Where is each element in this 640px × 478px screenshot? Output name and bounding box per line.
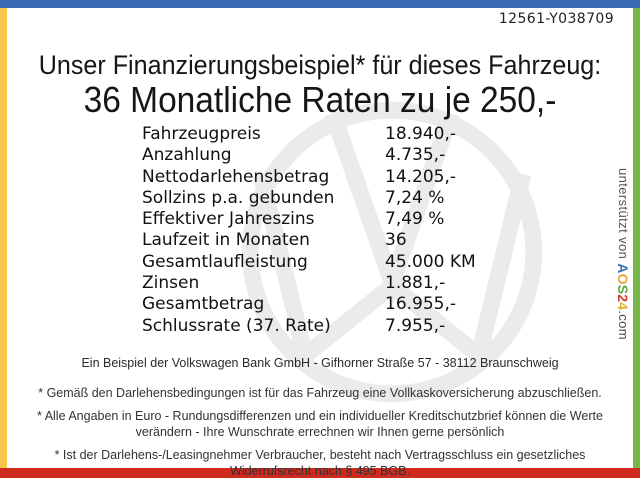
credit-prefix: unterstützt von bbox=[616, 168, 631, 264]
legal-note: * Ist der Darlehens-/Leasingnehmer Verbraucher, besteht nach Vertragsschluss ein gesetzliches Widerrufsrecht nach § 495 BGB. bbox=[54, 448, 586, 478]
row-label: Laufzeit in Monaten bbox=[142, 230, 310, 251]
footer bbox=[20, 356, 620, 478]
row-label: Sollzins p.a. gebunden bbox=[142, 187, 335, 208]
row-value: 1.881,- bbox=[385, 273, 446, 294]
offer-subtitle: Unser Finanzierungsbeispiel* für dieses Fahrzeug: bbox=[38, 50, 602, 80]
table-row bbox=[142, 124, 476, 145]
frame-border-right bbox=[633, 8, 640, 468]
brand-letter: S bbox=[615, 284, 631, 295]
table-row bbox=[142, 316, 476, 337]
table-row bbox=[142, 252, 476, 273]
table-row bbox=[142, 273, 476, 294]
row-label: Effektiver Jahreszins bbox=[142, 209, 315, 230]
table-row bbox=[142, 188, 476, 209]
aos24-logo bbox=[615, 263, 631, 310]
brand-letter: O bbox=[615, 273, 631, 285]
credit-suffix: .com bbox=[616, 310, 631, 341]
row-label: Zinsen bbox=[142, 273, 200, 294]
frame-border-top bbox=[0, 0, 640, 8]
row-label: Gesamtbetrag bbox=[142, 294, 265, 315]
row-value: 7,24 % bbox=[385, 187, 445, 208]
table-row bbox=[142, 167, 476, 188]
offer-title: 36 Monatliche Raten zu je 250,- bbox=[83, 79, 557, 120]
frame-border-left bbox=[0, 8, 7, 468]
legal-note: * Alle Angaben in Euro - Rundungsdifferenzen und ein individueller Kreditschutzbrief können die Werte verändern - Ihre Wunschrate errechnen wir Ihnen gerne persönlich bbox=[37, 409, 603, 439]
brand-letter: A bbox=[615, 263, 631, 274]
row-label: Nettodarlehensbetrag bbox=[142, 166, 330, 187]
row-label: Gesamtlaufleistung bbox=[142, 251, 308, 272]
row-value: 14.205,- bbox=[385, 166, 457, 187]
row-label: Fahrzeugpreis bbox=[142, 124, 261, 144]
bank-address-line: Ein Beispiel der Volkswagen Bank GmbH - Gifhorner Straße 57 - 38112 Braunschweig bbox=[81, 356, 559, 370]
financing-details-table bbox=[142, 124, 476, 337]
row-label: Schlussrate (37. Rate) bbox=[142, 315, 331, 336]
row-value: 4.735,- bbox=[385, 145, 446, 166]
table-row bbox=[142, 209, 476, 230]
row-value: 36 bbox=[385, 230, 407, 251]
table-row bbox=[142, 294, 476, 315]
brand-letter: 4 bbox=[615, 302, 631, 311]
row-value: 7.955,- bbox=[385, 315, 446, 336]
row-value: 16.955,- bbox=[385, 294, 457, 315]
table-row bbox=[142, 145, 476, 166]
row-value: 7,49 % bbox=[385, 209, 445, 230]
brand-letter: 2 bbox=[615, 294, 631, 303]
table-row bbox=[142, 230, 476, 251]
legal-note: * Gemäß den Darlehensbedingungen ist für das Fahrzeug eine Vollkaskoversicherung abzuschließen. bbox=[38, 385, 602, 400]
row-value: 18.940,- bbox=[385, 124, 457, 144]
row-label: Anzahlung bbox=[142, 145, 232, 166]
legal-notes bbox=[20, 386, 620, 478]
document-id: 12561-Y038709 bbox=[498, 11, 614, 27]
row-value: 45.000 KM bbox=[385, 251, 476, 272]
sidebar-credit bbox=[615, 168, 631, 378]
